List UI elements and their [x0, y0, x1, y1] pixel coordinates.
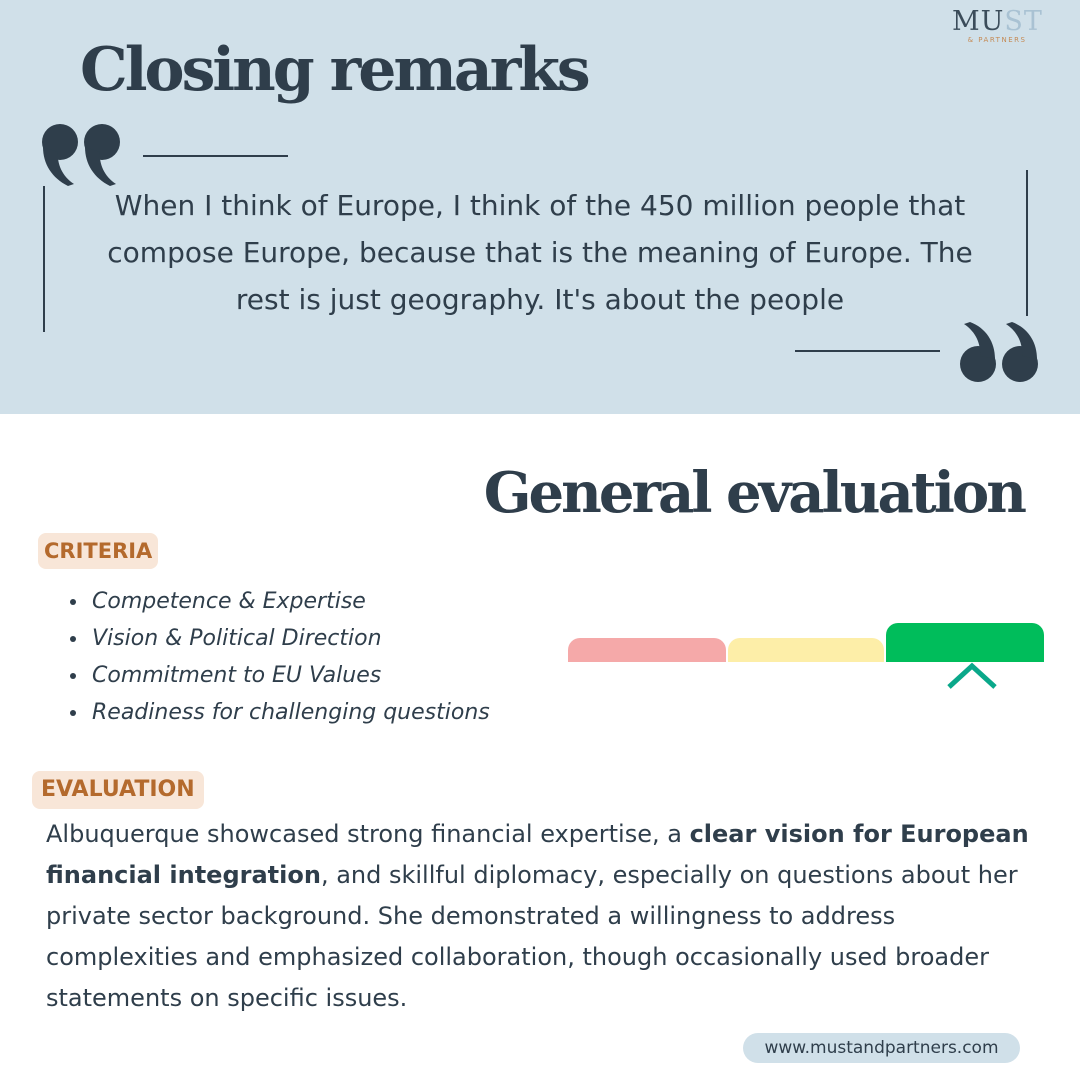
logo-text-part1: MU [952, 6, 1005, 37]
evaluation-label: EVALUATION [32, 771, 204, 809]
criteria-label: CRITERIA [38, 533, 158, 569]
evaluation-text-part2: , and skillful diplomacy, especially on questions about her private sector background. She demonstrated a willingness to address complexities and emphasized collaboration, though occasionally used broader statements on specific issues. [46, 861, 1018, 1012]
criteria-item: Commitment to EU Values [68, 657, 490, 694]
closing-remarks-title: Closing remarks [80, 35, 588, 105]
close-quote-icon [956, 322, 1042, 386]
rating-segment-high [886, 623, 1044, 662]
website-link[interactable]: www.mustandpartners.com [743, 1033, 1020, 1063]
quote-bottom-dash [795, 350, 940, 352]
quote-left-bar [43, 186, 45, 332]
criteria-item: Competence & Expertise [68, 583, 490, 620]
criteria-item: Readiness for challenging questions [68, 694, 490, 731]
rating-segment-medium [728, 638, 884, 662]
rating-marker-icon [946, 662, 998, 690]
open-quote-icon [40, 120, 126, 188]
criteria-item: Vision & Political Direction [68, 620, 490, 657]
brand-logo [952, 6, 1042, 44]
evaluation-text-part1: Albuquerque showcased strong financial expertise, a [46, 820, 690, 848]
criteria-list [68, 583, 490, 731]
logo-text-part2: ST [1004, 6, 1043, 37]
evaluation-text [46, 814, 1036, 1019]
general-evaluation-title: General evaluation [483, 460, 1024, 526]
quote-top-dash [143, 155, 288, 157]
closing-remarks-section [0, 0, 1080, 414]
rating-segment-low [568, 638, 726, 662]
evaluation-text-bold: clear vision for European financial integration [46, 820, 1029, 889]
quote-right-bar [1026, 170, 1028, 316]
closing-quote-text: When I think of Europe, I think of the 450 million people that compose Europe, because that is the meaning of Europe. The rest is just geography. It's about the people [107, 189, 973, 316]
logo-subtitle: & PARTNERS [967, 36, 1027, 44]
